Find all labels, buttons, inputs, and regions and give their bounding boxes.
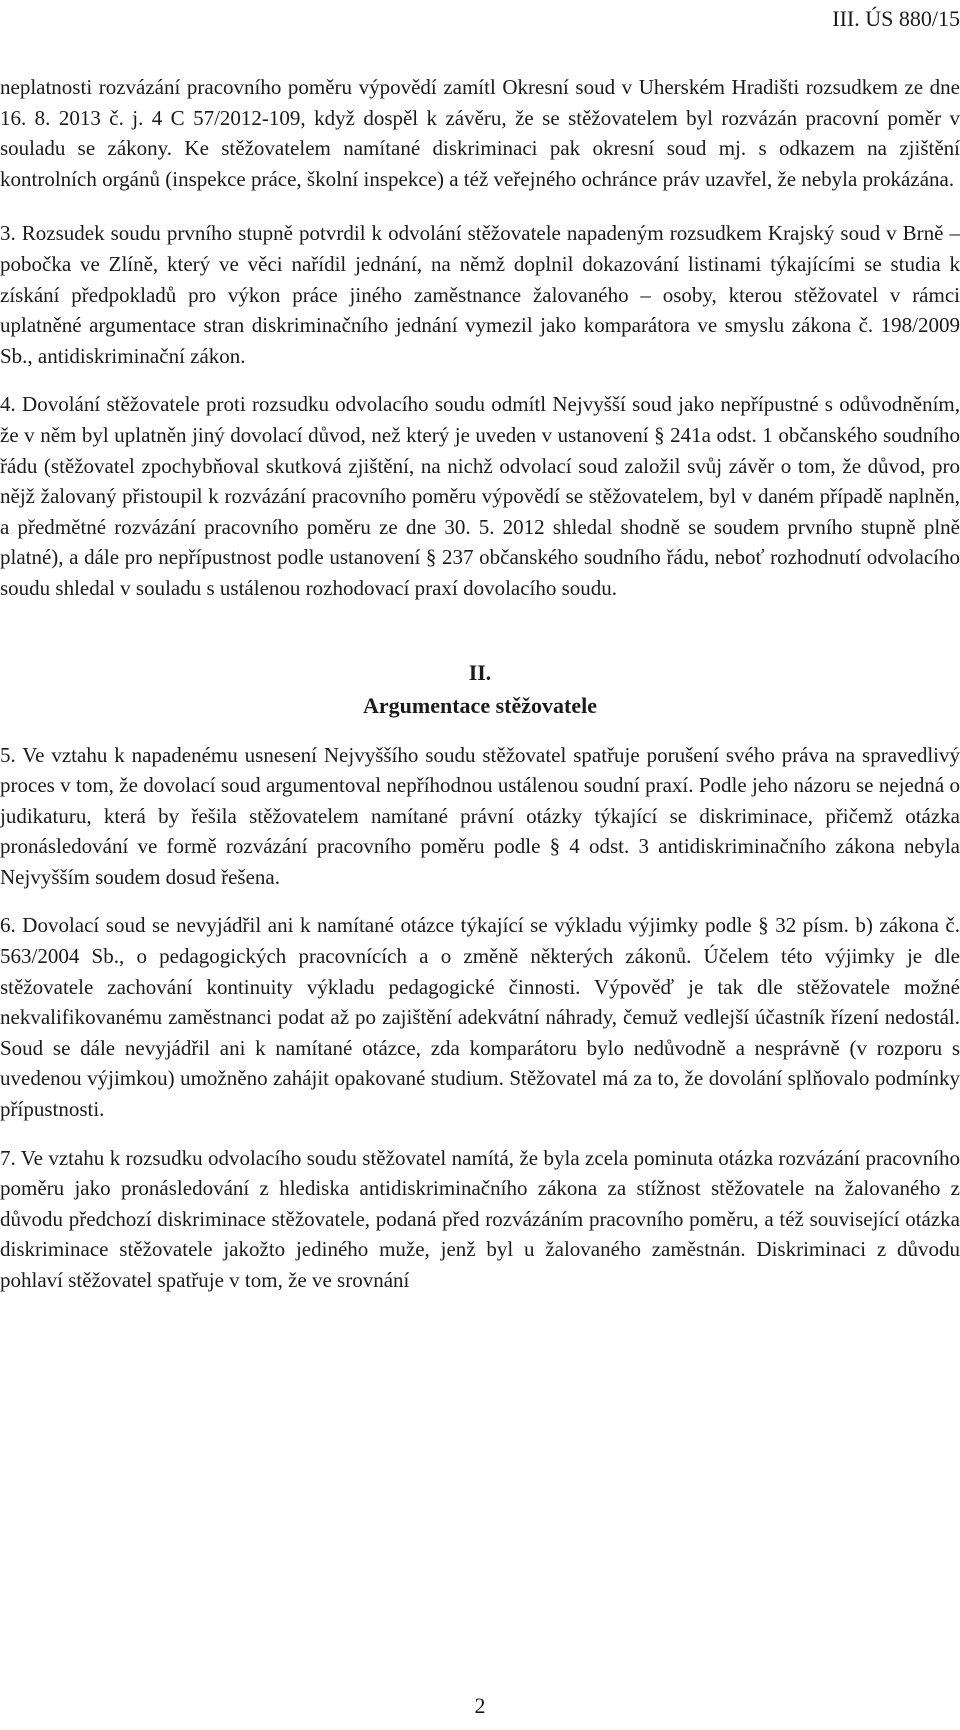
paragraph-intro: neplatnosti rozvázání pracovního poměru výpovědí zamítl Okresní soud v Uherském Hradišti rozsudkem ze dne 16. 8. 2013 č. j. 4 C 57/2012-109, když dospěl k závěru, že se stěžovatelem byl rozvázán pracovní poměr v souladu se zákony. Ke stěžovatelem namítané diskriminaci pak okresní soud mj. s odkazem na zjištění kontrolních orgánů (inspekce práce, školní inspekce) a též veřejného ochránce práv uzavřel, že nebyla prokázána. — [0, 75, 960, 191]
case-reference: III. ÚS 880/15 — [832, 6, 960, 31]
paragraph-7: 7. Ve vztahu k rozsudku odvolacího soudu stěžovatel namítá, že byla zcela pominuta otázka rozvázání pracovního poměru jako pronásledování z hlediska antidiskriminačního zákona za stížnost stěžovatele na žalovaného z důvodu předchozí diskriminace stěžovatele, podaná před rozvázáním pracovního poměru, a též související otázka diskriminace stěžovatele jakožto jediného muže, jenž byl u žalovaného zaměstnán. Diskriminaci z důvodu pohlaví stěžovatel spatřuje v tom, že ve srovnání — [0, 1145, 960, 1292]
paragraph-3: 3. Rozsudek soudu prvního stupně potvrdil k odvolání stěžovatele napadeným rozsudkem Krajský soud v Brně – pobočka ve Zlíně, který ve věci nařídil jednání, na němž doplnil dokazování listinami týkajícími se studia k získání předpokladů pro výkon práce jiného zaměstnance žalovaného – osoby, kterou stěžovatel v rámci uplatněné argumentace stran diskriminačního jednání vymezil jako komparátora ve smyslu zákona č. 198/2009 Sb., antidiskriminační zákon. — [0, 221, 960, 368]
section-numeral: II. — [468, 659, 492, 685]
paragraph-4: 4. Dovolání stěžovatele proti rozsudku odvolacího soudu odmítl Nejvyšší soud jako nepřípustné s odůvodněním, že v něm byl uplatněn jiný dovolací důvod, než který je uveden v ustanovení § 241a odst. 1 občanského soudního řádu (stěžovatel zpochybňoval skutková zjištění, na nichž odvolací soud založil svůj závěr o tom, že důvod, pro nějž žalovaný přistoupil k rozvázání pracovního poměru výpovědí se stěžovatelem, byl v daném případě naplněn, a předmětné rozvázání pracovního poměru ze dne 30. 5. 2012 shledal shodně se soudem prvního stupně plně platné), a dále pro nepřípustnost podle ustanovení § 237 občanského soudního řádu, neboť rozhodnutí odvolacího soudu shledal v souladu s ustálenou rozhodovací praxí dovolacího soudu. — [0, 392, 960, 600]
paragraph-5: 5. Ve vztahu k napadenému usnesení Nejvyššího soudu stěžovatel spatřuje porušení svého práva na spravedlivý proces v tom, že dovolací soud argumentoval nepříhodnou ustálenou soudní praxí. Podle jeho názoru se nejedná o judikaturu, která by řešila stěžovatelem namítané právní otázky týkající se diskriminace, přičemž otázka pronásledování ve formě rozvázání pracovního poměru podle § 4 odst. 3 antidiskriminačního zákona nebyla Nejvyšším soudem dosud řešena. — [0, 742, 960, 889]
paragraph-6: 6. Dovolací soud se nevyjádřil ani k namítané otázce týkající se výkladu výjimky podle § 32 písm. b) zákona č. 563/2004 Sb., o pedagogických pracovnících a o změně některých zákonů. Účelem této výjimky je dle stěžovatele zachování kontinuity výkladu pedagogické činnosti. Výpověď je tak dle stěžovatele možné nekvalifikovanému zaměstnanci podat až po zajištění adekvátní náhrady, čemuž vedlejší účastník řízení nedostál. Soud se dále nevyjádřil ani k namítané otázce, zda komparátoru bylo nedůvodně a nesprávně (v rozporu s uvedenou výjimkou) umožněno zahájit opakované studium. Stěžovatel má za to, že dovolání splňovalo podmínky přípustnosti. — [0, 913, 960, 1122]
document-body — [0, 72, 960, 1314]
section-heading — [0, 656, 960, 722]
section-title: Argumentace stěžovatele — [363, 692, 597, 718]
page-number: 2 — [474, 1693, 486, 1718]
